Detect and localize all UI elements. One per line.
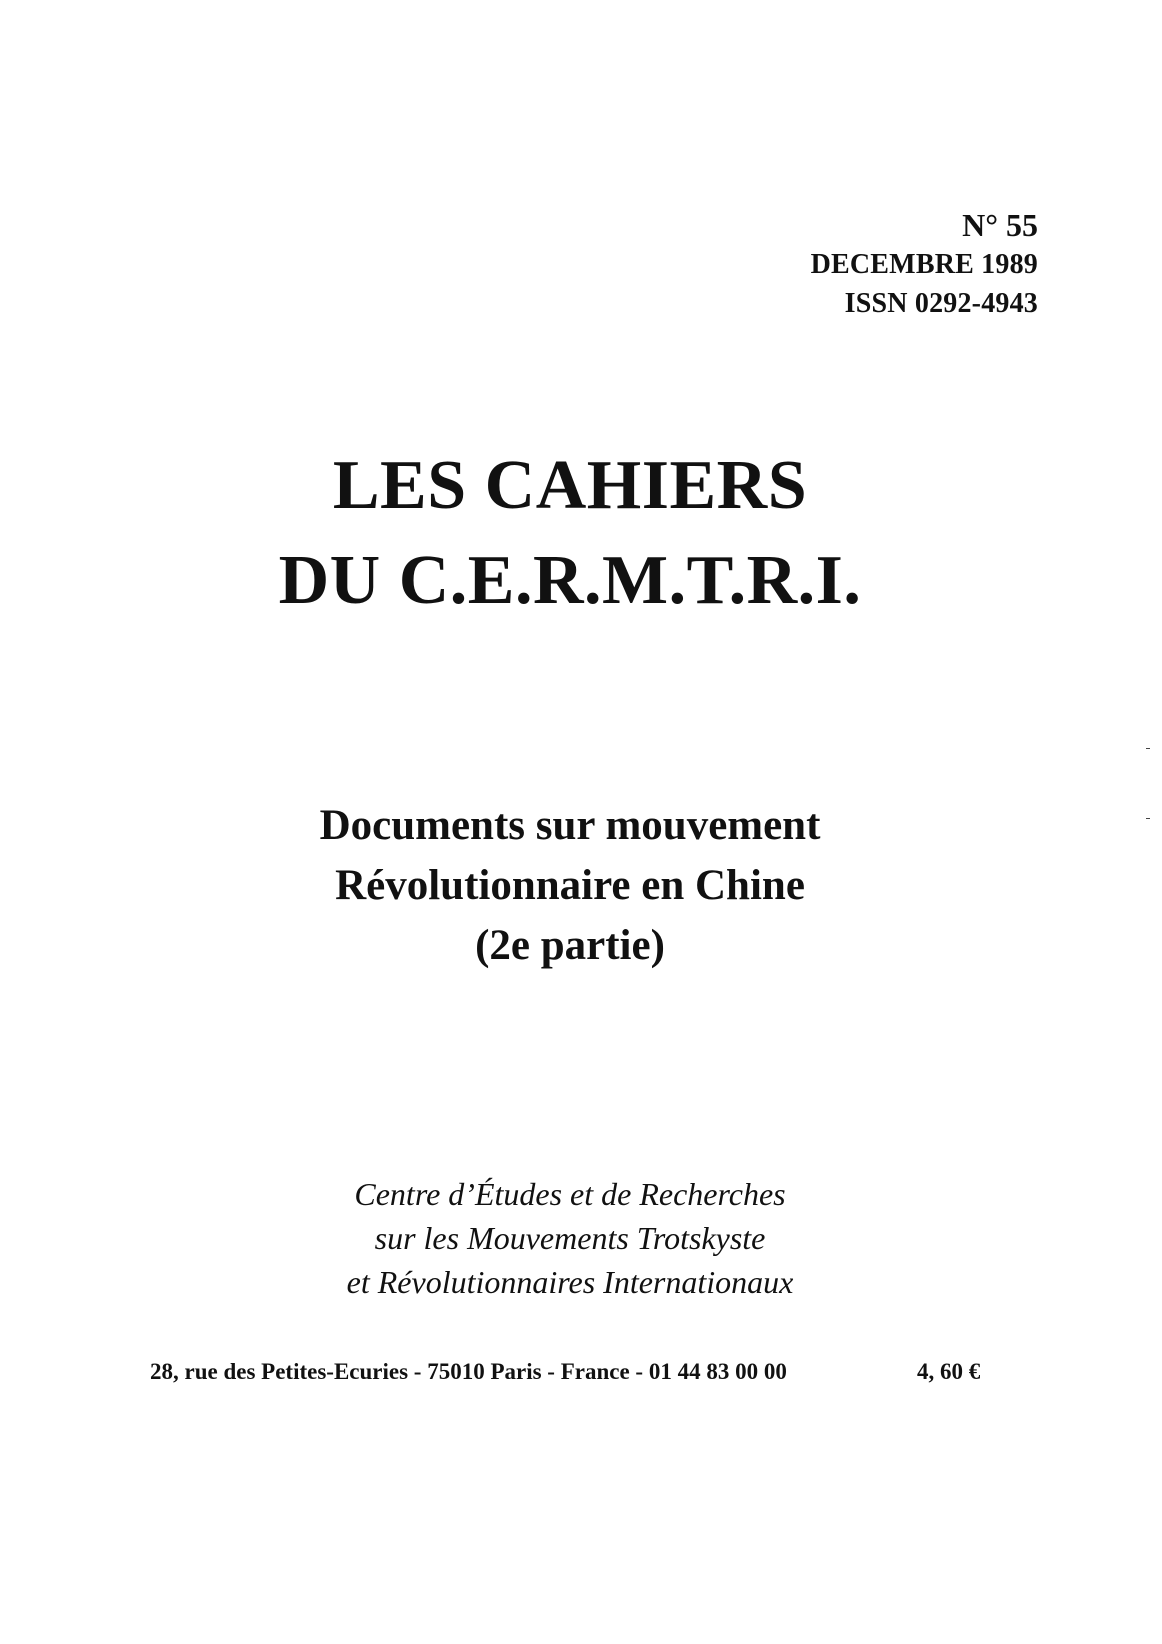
issue-info [811, 206, 1038, 323]
issue-subtitle-line-3: (2e partie) [475, 922, 665, 969]
issue-price: 4, 60 € [917, 1359, 981, 1384]
scan-artifact-mark [1146, 818, 1150, 819]
publication-title-line-2: DU C.E.R.M.T.R.I. [278, 542, 862, 619]
publisher-line-1: Centre d’Études et de Recherches [354, 1176, 786, 1212]
publisher-line-2: sur les Mouvements Trotskyste [374, 1220, 766, 1256]
issue-subtitle-line-2: Révolutionnaire en Chine [335, 862, 805, 909]
issue-subtitle [0, 796, 1140, 976]
issue-number: N° 55 [962, 207, 1038, 243]
issue-subtitle-line-1: Documents sur mouvement [319, 802, 821, 849]
issue-issn: ISSN 0292-4943 [844, 288, 1038, 319]
publisher-name [0, 1172, 1140, 1304]
issue-date: DECEMBRE 1989 [810, 249, 1038, 280]
publisher-address: 28, rue des Petites-Ecuries - 75010 Paris - France - 01 44 83 00 00 [150, 1359, 787, 1384]
publisher-line-3: et Révolutionnaires Internationaux [346, 1264, 794, 1300]
scan-artifact-mark [1146, 748, 1150, 749]
publication-title [0, 438, 1140, 628]
publication-title-line-1: LES CAHIERS [332, 447, 808, 524]
